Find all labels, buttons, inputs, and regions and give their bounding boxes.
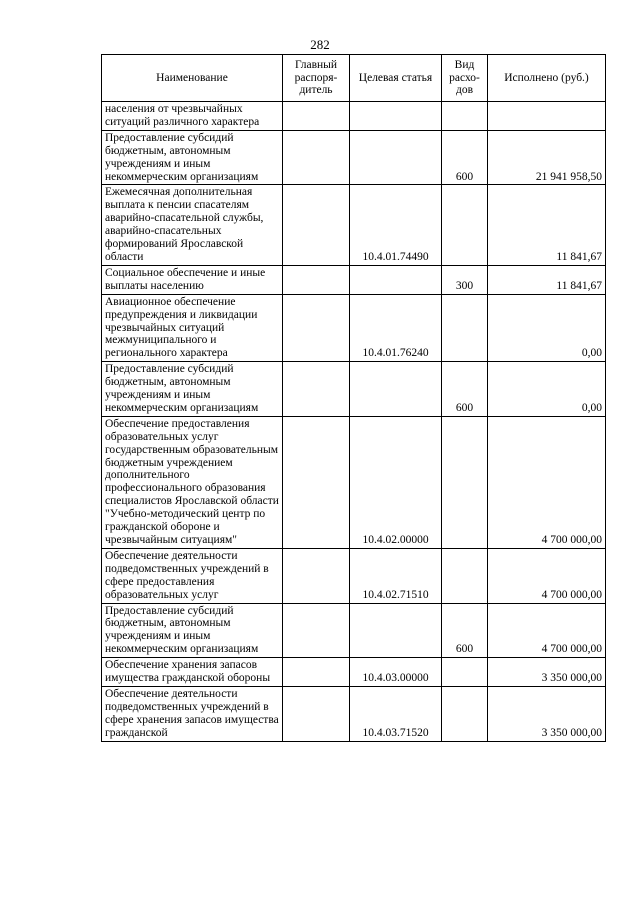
table-row [102,416,606,548]
cell-target: 10.4.02.71510 [350,548,442,603]
cell-executed: 3 350 000,00 [488,686,606,741]
table-row [102,603,606,658]
cell-type: 600 [442,130,488,185]
cell-type [442,102,488,131]
table-row [102,686,606,741]
cell-target [350,102,442,131]
cell-target [350,130,442,185]
cell-executed: 4 700 000,00 [488,416,606,548]
table-body [102,102,606,742]
cell-type: 300 [442,265,488,294]
header-name: Наименование [102,55,283,102]
cell-admin [283,686,350,741]
cell-name: Обеспечение хранения запасов имущества гражданской обороны [102,658,283,687]
cell-executed: 0,00 [488,362,606,417]
cell-name: Обеспечение предоставления образовательных услуг государственным образовательным бюджетным учреждением дополнительного профессионального образования специалистов Ярославской области "Учебно-методический центр по гражданской обороне и чрезвычайным ситуациям" [102,416,283,548]
cell-admin [283,603,350,658]
header-type: Вид расхо-дов [442,55,488,102]
cell-type [442,416,488,548]
cell-name: Предоставление субсидий бюджетным, автономным учреждениям и иным некоммерческим организациям [102,130,283,185]
cell-name: Ежемесячная дополнительная выплата к пенсии спасателям аварийно-спасательной службы, аварийно-спасательных формирований Ярославской области [102,185,283,265]
cell-target [350,265,442,294]
cell-admin [283,416,350,548]
cell-target [350,362,442,417]
header-executed: Исполнено (руб.) [488,55,606,102]
cell-name: Предоставление субсидий бюджетным, автономным учреждениям и иным некоммерческим организациям [102,362,283,417]
cell-target: 10.4.01.76240 [350,294,442,362]
table-row [102,362,606,417]
cell-target: 10.4.03.00000 [350,658,442,687]
cell-target: 10.4.02.00000 [350,416,442,548]
page-number: 282 [310,37,330,52]
cell-type [442,686,488,741]
cell-admin [283,102,350,131]
cell-type [442,185,488,265]
cell-name: населения от чрезвычайных ситуаций различного характера [102,102,283,131]
cell-name: Обеспечение деятельности подведомственных учреждений в сфере предоставления образовательных услуг [102,548,283,603]
budget-table [101,54,606,742]
table-header-row [102,55,606,102]
cell-admin [283,185,350,265]
cell-executed: 4 700 000,00 [488,548,606,603]
cell-admin [283,130,350,185]
table-row [102,265,606,294]
cell-admin [283,658,350,687]
cell-name: Обеспечение деятельности подведомственных учреждений в сфере хранения запасов имущества гражданской [102,686,283,741]
cell-executed: 11 841,67 [488,185,606,265]
header-admin: Главный распоря-дитель [283,55,350,102]
cell-target: 10.4.03.71520 [350,686,442,741]
cell-executed: 0,00 [488,294,606,362]
cell-type [442,548,488,603]
cell-executed: 11 841,67 [488,265,606,294]
cell-executed: 3 350 000,00 [488,658,606,687]
cell-type: 600 [442,603,488,658]
cell-executed [488,102,606,131]
table-row [102,130,606,185]
table-row [102,294,606,362]
cell-target: 10.4.01.74490 [350,185,442,265]
cell-executed: 21 941 958,50 [488,130,606,185]
table-row [102,102,606,131]
table-row [102,548,606,603]
cell-name: Социальное обеспечение и иные выплаты населению [102,265,283,294]
table-row [102,185,606,265]
cell-admin [283,294,350,362]
table-row [102,658,606,687]
cell-admin [283,265,350,294]
header-target: Целевая статья [350,55,442,102]
cell-admin [283,548,350,603]
cell-admin [283,362,350,417]
cell-name: Авиационное обеспечение предупреждения и ликвидации чрезвычайных ситуаций межмуниципального и регионального характера [102,294,283,362]
cell-executed: 4 700 000,00 [488,603,606,658]
cell-type [442,658,488,687]
cell-type [442,294,488,362]
cell-target [350,603,442,658]
cell-name: Предоставление субсидий бюджетным, автономным учреждениям и иным некоммерческим организациям [102,603,283,658]
cell-type: 600 [442,362,488,417]
